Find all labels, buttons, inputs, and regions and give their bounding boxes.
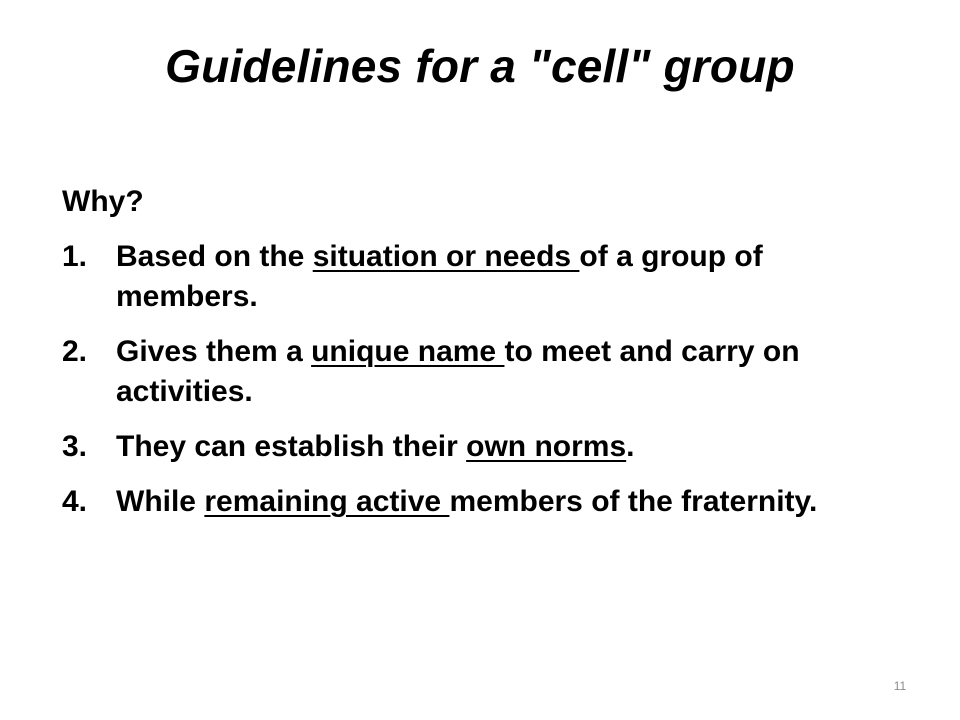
underlined-phrase: own norms <box>466 430 627 463</box>
list-item-text: members of the fraternity. <box>449 485 818 518</box>
list-item-text: . <box>626 430 635 463</box>
list-item-text: Based on the <box>116 240 313 273</box>
list-item-text: of a group of members. <box>116 240 763 313</box>
list-item <box>62 427 882 467</box>
list-item-number: 4. <box>62 485 88 518</box>
list-item <box>62 332 882 412</box>
list-item-number: 3. <box>62 430 88 463</box>
list-item <box>62 237 882 317</box>
guidelines-list <box>62 237 882 522</box>
slide-title: Guidelines for a "cell" group <box>165 40 795 92</box>
list-item-number: 2. <box>62 335 88 368</box>
list-item-text: They can establish their <box>116 430 467 463</box>
list-item-text: While <box>116 485 205 518</box>
list-item-number: 1. <box>62 240 88 273</box>
slide-body <box>62 182 882 537</box>
list-item-text: Gives them a <box>116 335 312 368</box>
intro-question: Why? <box>62 185 144 218</box>
list-item-text: to meet and carry on activities. <box>116 335 800 408</box>
underlined-phrase: remaining active <box>204 485 450 518</box>
underlined-phrase: unique name <box>311 335 505 368</box>
page-number: 11 <box>893 679 907 693</box>
list-item <box>62 482 882 522</box>
underlined-phrase: situation or needs <box>312 240 580 273</box>
